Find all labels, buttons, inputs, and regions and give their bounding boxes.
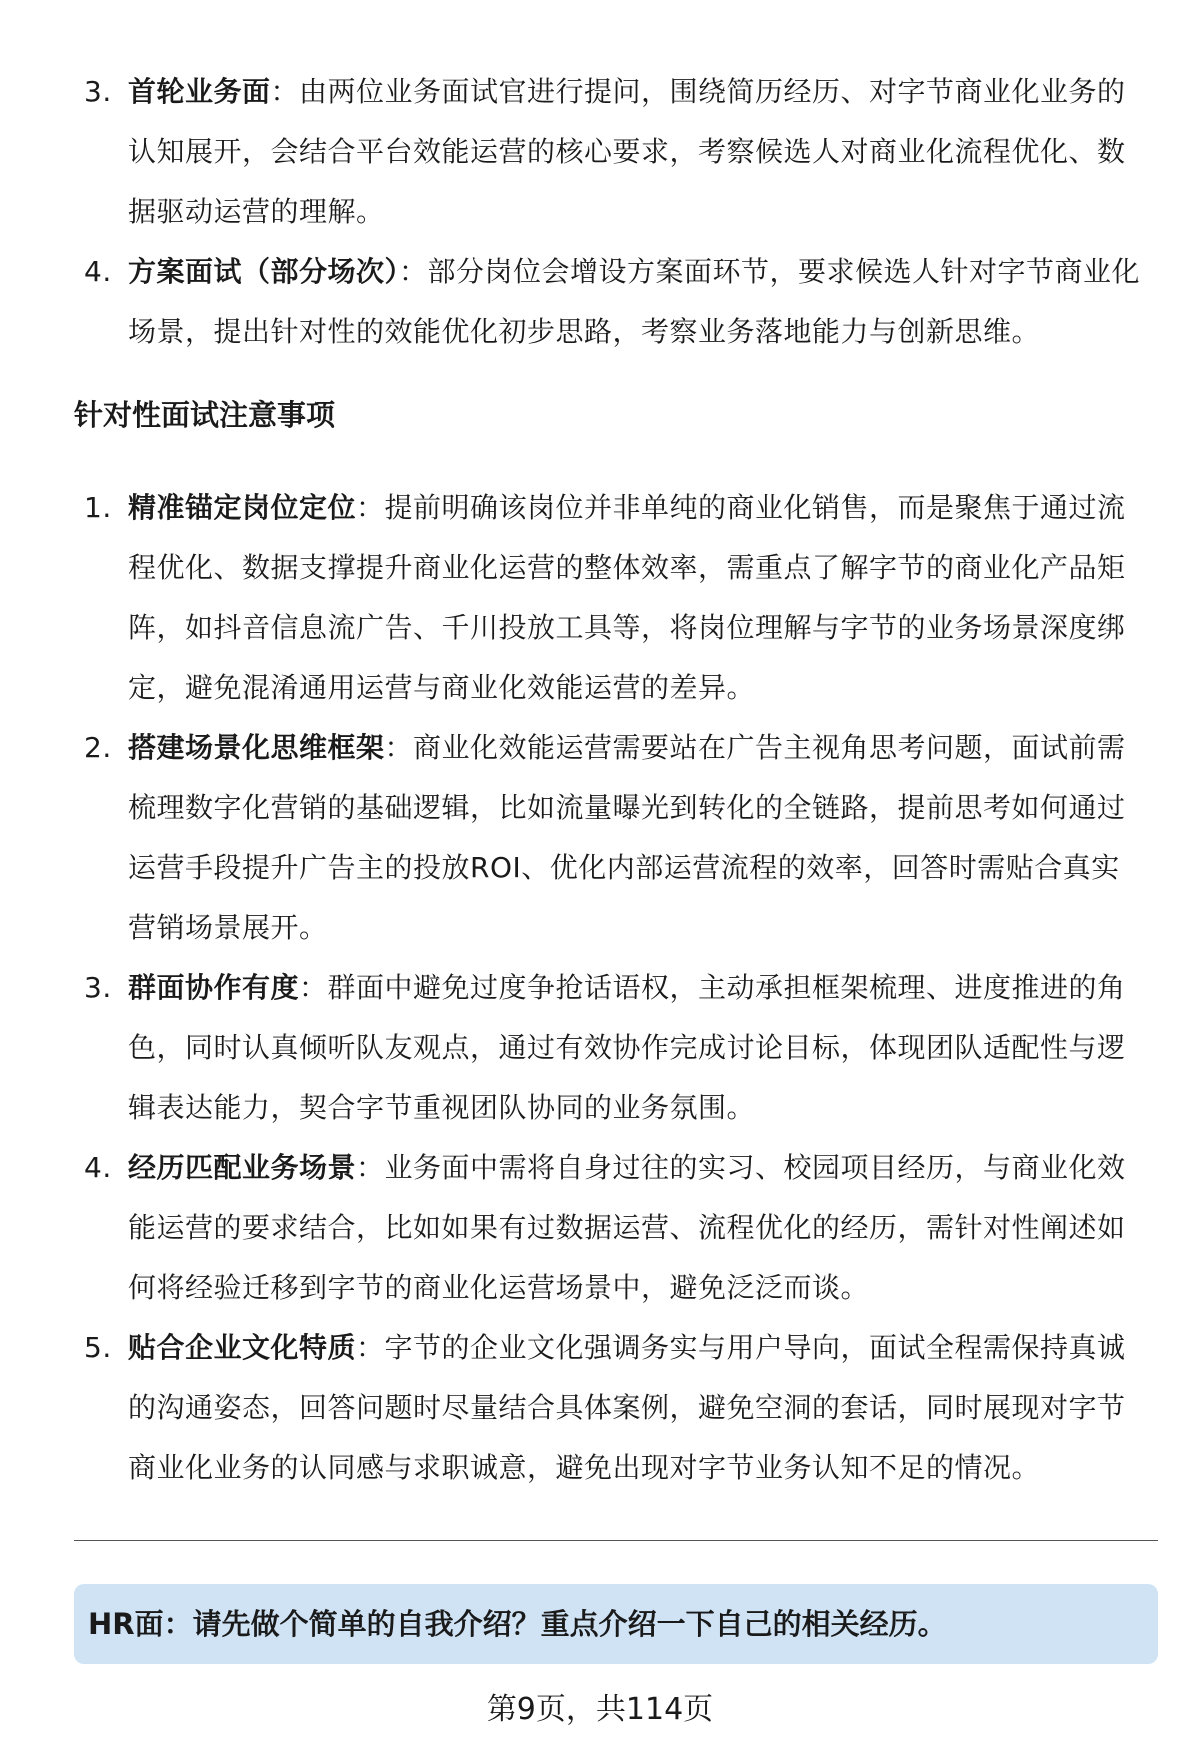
hr-question-text: HR面：请先做个简单的自我介绍？重点介绍一下自己的相关经历。 [88,1607,947,1641]
list-item-separator: ： [399,255,428,288]
list-item [0,1318,1200,1498]
list-item-separator: ： [356,1331,385,1364]
list-item-term: 首轮业务面 [128,75,271,108]
section-title: 针对性面试注意事项 [74,398,336,432]
list-number: 4. [84,255,112,288]
list-number: 4. [84,1151,112,1184]
list-item-text: 字节的企业文化强调务实与用户导向，面试全程需保持真诚的沟通姿态，回答问题时尽量结合具体案例，避免空洞的套话，同时展现对字节商业化业务的认同感与求职诚意，避免出现对字节业务认知不足的情况。 [128,1331,1126,1484]
list-item [0,242,1200,362]
list-item-separator: ： [356,1151,385,1184]
list-item-term: 经历匹配业务场景 [128,1151,357,1184]
list-item-text: 由两位业务面试官进行提问，围绕简历经历、对字节商业化业务的认知展开，会结合平台效能运营的核心要求，考察候选人对商业化流程优化、数据驱动运营的理解。 [128,75,1126,228]
list-item-term: 精准锚定岗位定位 [128,491,357,524]
list-item [0,718,1200,958]
list-number: 1. [84,491,112,524]
list-item-separator: ： [270,75,300,108]
list-item-text: 商业化效能运营需要站在广告主视角思考问题，面试前需梳理数字化营销的基础逻辑，比如流量曝光到转化的全链路，提前思考如何通过运营手段提升广告主的投放ROI、优化内部运营流程的效率，回答时需贴合真实营销场景展开。 [128,731,1126,944]
list-item-separator: ： [356,491,385,524]
list-item-separator: ： [384,731,414,764]
interview-process-list [0,62,1200,362]
hr-question-box [74,1584,1158,1664]
page-number: 第9页，共114页 [486,1692,714,1727]
list-item-term: 贴合企业文化特质 [128,1331,357,1364]
list-number: 5. [84,1331,112,1364]
list-item [0,958,1200,1138]
list-item-text: 业务面中需将自身过往的实习、校园项目经历，与商业化效能运营的要求结合，比如如果有过数据运营、流程优化的经历，需针对性阐述如何将经验迁移到字节的商业化运营场景中，避免泛泛而谈。 [128,1151,1126,1304]
list-item-term: 搭建场景化思维框架 [128,731,385,764]
list-item-text: 部分岗位会增设方案面环节，要求候选人针对字节商业化场景，提出针对性的效能优化初步思路，考察业务落地能力与创新思维。 [128,255,1141,348]
list-number: 3. [84,971,112,1004]
list-item-separator: ： [299,971,328,1004]
interview-tips-list [0,478,1200,1498]
list-item [0,478,1200,718]
list-item-term: 群面协作有度 [128,971,300,1004]
list-item-text: 群面中避免过度争抢话语权，主动承担框架梳理、进度推进的角色，同时认真倾听队友观点，通过有效协作完成讨论目标，体现团队适配性与逻辑表达能力，契合字节重视团队协同的业务氛围。 [128,971,1126,1124]
list-item [0,1138,1200,1318]
section-divider [74,1540,1158,1541]
list-number: 2. [84,731,112,764]
list-number: 3. [84,75,112,108]
list-item [0,62,1200,242]
list-item-text: 提前明确该岗位并非单纯的商业化销售，而是聚焦于通过流程优化、数据支撑提升商业化运营的整体效率，需重点了解字节的商业化产品矩阵，如抖音信息流广告、千川投放工具等，将岗位理解与字节的业务场景深度绑定，避免混淆通用运营与商业化效能运营的差异。 [128,491,1126,704]
list-item-term: 方案面试（部分场次） [128,255,400,288]
